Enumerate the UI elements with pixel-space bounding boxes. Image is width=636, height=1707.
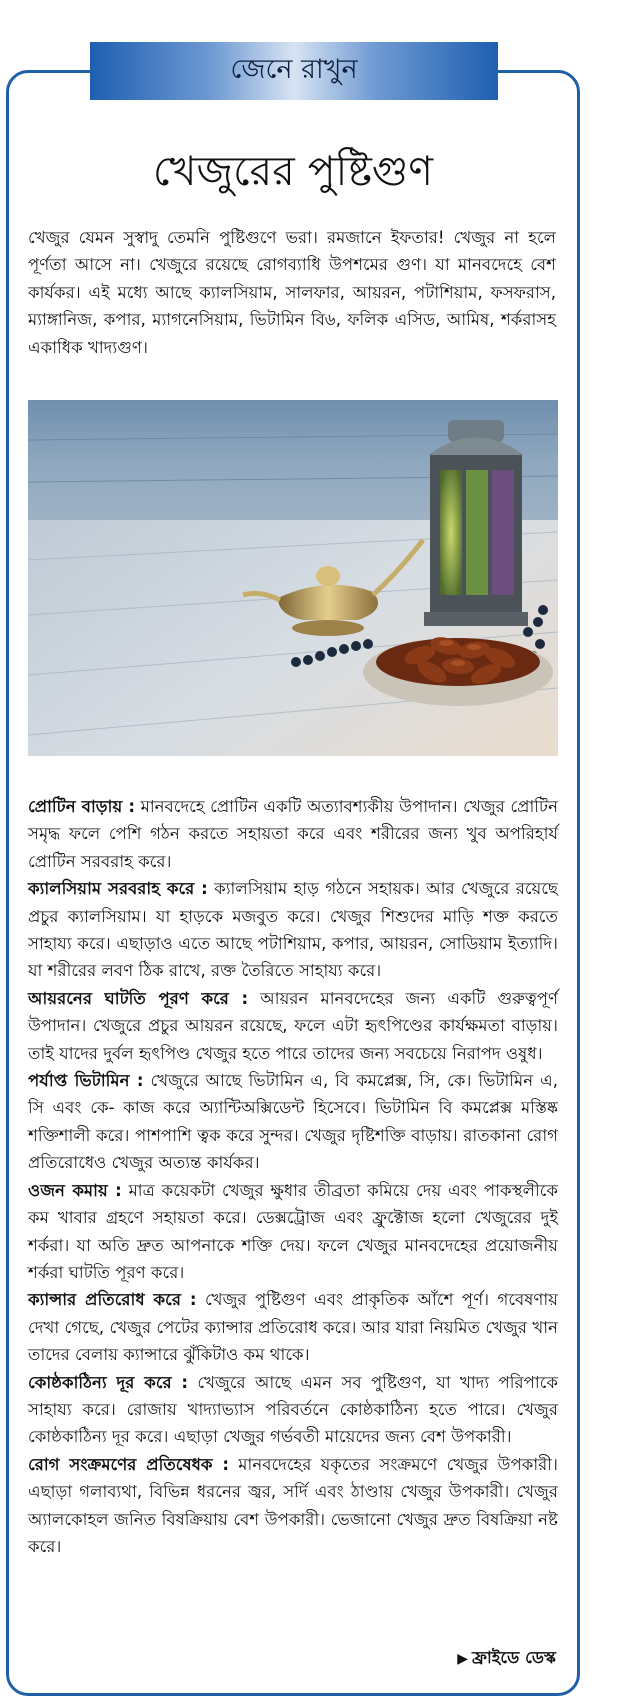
section-heading: আয়রনের ঘাটতি পূরণ করে : bbox=[28, 988, 249, 1008]
section-heading: পর্যাপ্ত ভিটামিন : bbox=[28, 1071, 144, 1091]
section-weight bbox=[28, 1181, 558, 1282]
triangle-right-icon: ▶ bbox=[457, 1651, 469, 1667]
section-iron bbox=[28, 989, 558, 1063]
article-title: খেজুরের পুষ্টিগুণ bbox=[152, 147, 434, 195]
section-heading: রোগ সংক্রমণের প্রতিষেধক : bbox=[28, 1454, 229, 1474]
section-text: ক্যালসিয়াম হাড় গঠনে সহায়ক। আর খেজুরে রয়েছে প্রচুর ক্যালসিয়াম। যা হাড়কে মজবুত করে। খেজুর শিশুদের মাড়ি শক্ত করতে সাহায্য করে। এছাড়াও এতে আছে পটাশিয়াম, কপার, আয়রন, সোডিয়াম ইত্যাদি। যা শরীরের লবণ ঠিক রাখে, রক্ত তৈরিতে সাহায্য করে। bbox=[28, 879, 558, 981]
article-photo bbox=[28, 400, 558, 756]
section-banner bbox=[90, 42, 498, 100]
section-heading: ক্যান্সার প্রতিরোধ করে : bbox=[28, 1290, 197, 1310]
section-text: মাত্র কয়েকটা খেজুর ক্ষুধার তীব্রতা কমিয়ে দেয় এবং পাকস্থলীকে কম খাবার গ্রহণে সহায়তা করে। ডেক্সট্রোজ এবং ফ্রুক্টোজ হলো খেজুরের দুই শর্করা। যা অতি দ্রুত আপনাকে শক্তি দেয়। ফলে খেজুর মানবদেহের প্রয়োজনীয় শর্করা ঘাটতি পূরণ করে। bbox=[28, 1180, 558, 1282]
section-text: খেজুরে আছে ভিটামিন এ, বি কমপ্লেক্স, সি, কে। ভিটামিন এ, সি এবং কে- কাজ করে অ্যান্টিঅক্সিডেন্ট হিসেবে। ভিটামিন বি কমপ্লেক্স মস্তিষ্ক শক্তিশালী করে। পাশপাশি ত্বক করে সুন্দর। খেজুর দৃষ্টিশক্তি বাড়ায়। রাতকানা রোগ প্রতিরোধেও খেজুর অত্যন্ত কার্যকর। bbox=[28, 1071, 559, 1173]
section-heading: ক্যালসিয়াম সরবরাহ করে : bbox=[28, 879, 208, 899]
section-infection bbox=[28, 1455, 558, 1556]
byline bbox=[457, 1644, 556, 1673]
section-text: মানবদেহের যকৃতের সংক্রমণে খেজুর উপকারী। এছাড়া গলাব্যথা, বিভিন্ন ধরনের জ্বর, সর্দি এবং ঠাণ্ডায় খেজুর উপকারী। খেজুর অ্যালকোহল জনিত বিষক্রিয়ায় বেশ উপকারী। ভেজানো খেজুর দ্রুত বিষক্রিয়া নষ্ট করে। bbox=[28, 1454, 558, 1556]
section-protein bbox=[28, 797, 558, 871]
section-calcium bbox=[28, 879, 558, 980]
section-vitamin bbox=[28, 1071, 558, 1172]
section-heading: ওজন কমায় : bbox=[28, 1180, 122, 1200]
intro-paragraph: খেজুর যেমন সুস্বাদু তেমনি পুষ্টিগুণে ভরা। রমজানে ইফতার! খেজুর না হলে পূর্ণতা আসে না। খেজুরে রয়েছে রোগব্যাধি উপশমের গুণ। যা মানবদেহে বেশ কার্যকর। এই মধ্যে আছে ক্যালসিয়াম, সালফার, আয়রন, পটাশিয়াম, ফসফরাস, ম্যাঙ্গানিজ, কপার, ম্যাগনেসিয়াম, ভিটামিন বি৬, ফলিক এসিড, আমিষ, শর্করাসহ একাধিক খাদ্যগুণ। bbox=[28, 228, 556, 357]
article-body bbox=[28, 793, 558, 1560]
byline-text: ফ্রাইডে ডেস্ক bbox=[472, 1648, 556, 1667]
lantern-icon bbox=[424, 420, 528, 626]
section-heading: প্রোটিন বাড়ায় : bbox=[28, 797, 135, 816]
section-cancer bbox=[28, 1290, 558, 1364]
section-text: মানবদেহে প্রোটিন একটি অত্যাবশ্যকীয় উপাদান। খেজুর প্রোটিন সমৃদ্ধ ফলে পেশি গঠন করতে সহায়তা করে এবং শরীরের জন্য খুব অপরিহার্য প্রোটিন সরবরাহ করে। bbox=[28, 797, 558, 871]
section-text: আয়রন মানবদেহের জন্য একটি গুরুত্বপূর্ণ উপাদান। খেজুরে প্রচুর আয়রন রয়েছে, ফলে এটা হৃৎপিণ্ডের কার্যক্ষমতা বাড়ায়। তাই যাদের দুর্বল হৃৎপিণ্ড খেজুর হতে পারে তাদের জন্য সবচেয়ে নিরাপদ ওষুধ। bbox=[28, 988, 558, 1063]
section-constipation bbox=[28, 1373, 558, 1447]
section-text: খেজুর পুষ্টিগুণ এবং প্রাকৃতিক আঁশে পূর্ণ। গবেষণায় দেখা গেছে, খেজুর পেটের ক্যান্সার প্রতিরোধ করে। আর যারা নিয়মিত খেজুর খান তাদের বেলায় ক্যান্সারে ঝুঁকিটাও কম থাকে। bbox=[28, 1290, 558, 1365]
section-text: খেজুরে আছে এমন সব পুষ্টিগুণ, যা খাদ্য পরিপাকে সাহায্য করে। রোজায় খাদ্যাভ্যাস পরিবর্তনে কোষ্ঠকাঠিন্য হতে পারে। খেজুর কোষ্ঠকাঠিন্য দূর করে। এছাড়া খেজুর গর্ভবতী মায়েদের জন্য বেশ উপকারী। bbox=[28, 1372, 559, 1447]
section-heading: কোষ্ঠকাঠিন্য দূর করে : bbox=[28, 1372, 189, 1392]
banner-label: জেনে রাখুন bbox=[230, 53, 358, 85]
